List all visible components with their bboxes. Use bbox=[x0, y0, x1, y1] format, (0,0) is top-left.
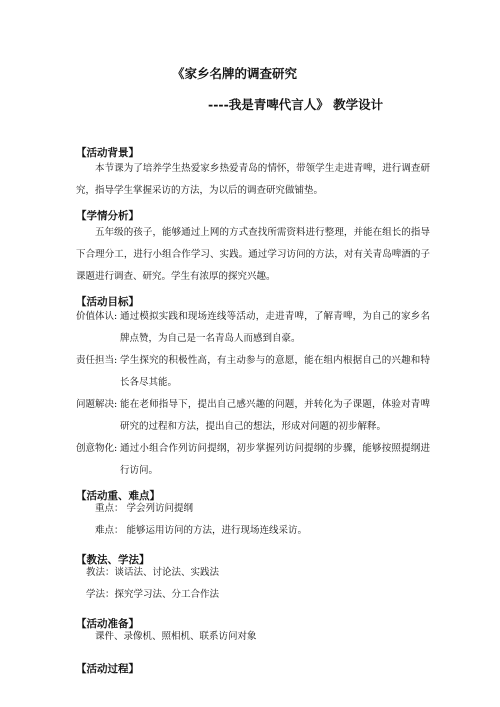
goal-text-value: 通过模拟实践和现场连线等活动，走进青啤，了解青啤，为自己的家乡名牌点赞，为自己是一名青岛人而感到自豪。 bbox=[120, 311, 430, 344]
learners-text: 五年级的孩子，能够通过上网的方式查找所需资料进行整理，并能在组长的指导下合理分工，进行小组合作学习、实践。通过学习访问的方法，对有关青岛啤酒的子课题进行调查、研究。学生有浓厚的探究兴趣。 bbox=[76, 227, 430, 282]
heading-key-points: 【活动重、难点】 bbox=[76, 490, 160, 502]
key-point: 重点： 学会列访问提纲 bbox=[95, 503, 194, 514]
background-text: 本节课为了培养学生热爱家乡热爱青岛的情怀，带领学生走进青啤，进行调查研究，指导学生掌握采访的方法，为以后的调查研究做铺垫。 bbox=[76, 163, 430, 196]
goal-label-problem: 问题解决: bbox=[76, 399, 118, 410]
goal-label-creative: 创意物化: bbox=[76, 443, 118, 454]
goal-text-responsibility: 学生探究的积极性高，有主动参与的意愿，能在组内根据自己的兴趣和特长各尽其能。 bbox=[120, 355, 430, 388]
teaching-methods: 教法：谈话法、讨论法、实践法 bbox=[86, 567, 220, 578]
difficult-point: 难点： 能够运用访问的方法，进行现场连线采访。 bbox=[95, 525, 308, 536]
learning-methods: 学法：探究学习法、分工合作法 bbox=[86, 589, 220, 600]
heading-learners: 【学情分析】 bbox=[76, 210, 139, 222]
preparation-text: 课件、录像机、照相机、联系访问对象 bbox=[95, 631, 257, 642]
goal-text-problem: 能在老师指导下，提出自己感兴趣的问题，并转化为子课题，体验对青啤研究的过程和方法，提出自己的想法，形成对问题的初步解释。 bbox=[120, 399, 430, 432]
title-line-1: 《家乡名牌的调查研究 bbox=[172, 66, 298, 81]
heading-goals: 【活动目标】 bbox=[76, 296, 139, 308]
heading-background: 【活动背景】 bbox=[76, 147, 139, 159]
heading-preparation: 【活动准备】 bbox=[76, 618, 139, 630]
title-line-2: ----我是青啤代言人》 教学设计 bbox=[208, 97, 384, 112]
goal-text-creative: 通过小组合作列访问提纲，初步掌握列访问提纲的步骤，能够按照提纲进行访问。 bbox=[120, 443, 430, 476]
heading-process: 【活动过程】 bbox=[76, 663, 139, 675]
goal-label-responsibility: 责任担当: bbox=[76, 355, 118, 366]
goal-label-value: 价值体认: bbox=[76, 311, 118, 322]
heading-methods: 【教法、学法】 bbox=[76, 554, 150, 566]
